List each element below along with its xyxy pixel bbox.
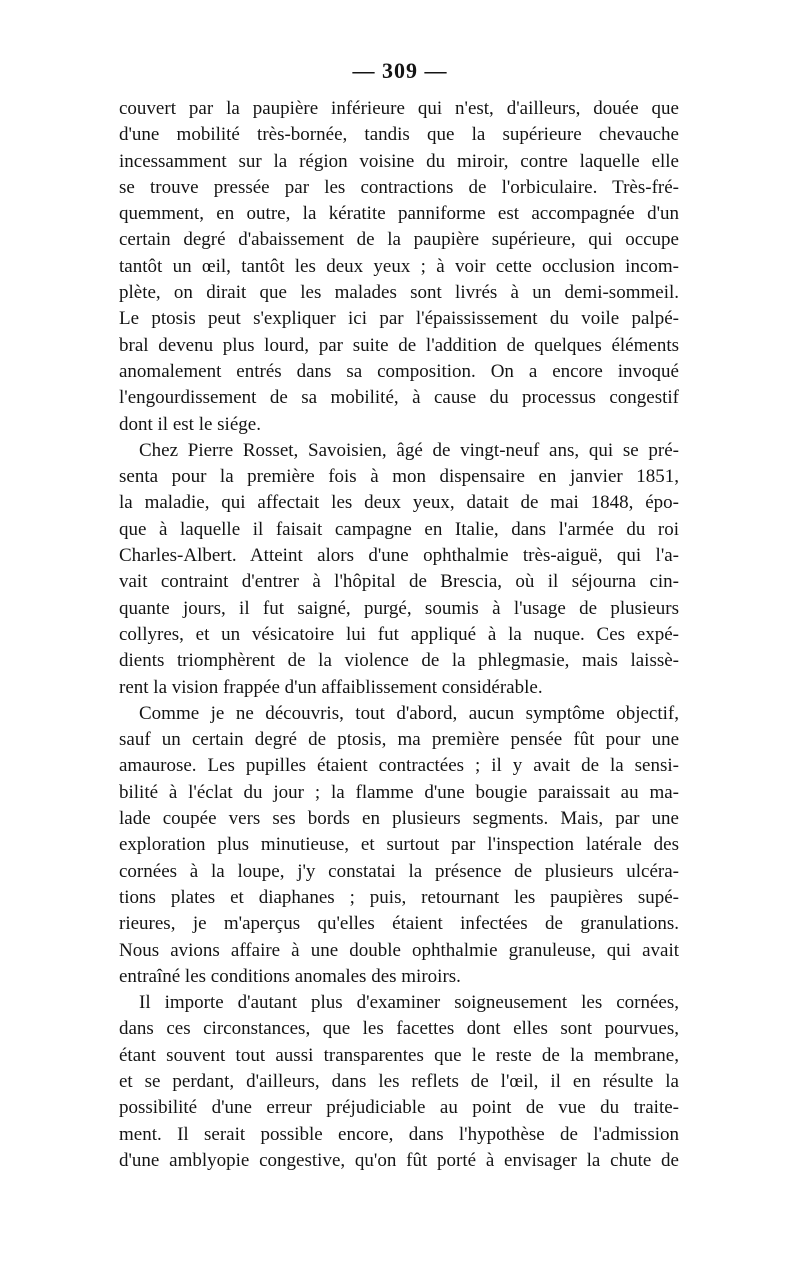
text-line: senta pour la première fois à mon dispensaire en janvier 1851, [119,466,679,488]
text-line: entraîné les conditions anomales des miroirs. [119,965,461,987]
text-line: plète, on dirait que les malades sont livrés à un demi-sommeil. [119,282,679,304]
paragraph [119,701,679,990]
text-line: ment. Il serait possible encore, dans l'hypothèse de l'admission [119,1123,679,1145]
text-line: dans ces circonstances, que les facettes dont elles sont pourvues, [119,1018,679,1040]
text-line: Comme je ne découvris, tout d'abord, aucun symptôme objectif, [139,702,679,724]
body-text [119,96,679,1174]
text-line: rieures, je m'aperçus qu'elles étaient infectées de granulations. [119,913,679,935]
text-line: bral devenu plus lourd, par suite de l'addition de quelques éléments [119,334,679,356]
text-line: Nous avions affaire à une double ophthalmie granuleuse, qui avait [119,939,679,961]
text-line: tions plates et diaphanes ; puis, retournant les paupières supé- [119,886,679,908]
text-line: et se perdant, d'ailleurs, dans les reflets de l'œil, il en résulte la [119,1070,679,1092]
text-line: cornées à la loupe, j'y constatai la présence de plusieurs ulcéra- [119,860,679,882]
text-line: tantôt un œil, tantôt les deux yeux ; à voir cette occlusion incom- [119,255,679,277]
text-line: sauf un certain degré de ptosis, ma première pensée fût pour une [119,729,679,751]
text-line: amaurose. Les pupilles étaient contractées ; il y avait de la sensi- [119,755,679,777]
text-line: d'une mobilité très-bornée, tandis que la supérieure chevauche [119,124,679,146]
text-line: la maladie, qui affectait les deux yeux, datait de mai 1848, épo- [119,492,679,514]
text-line: possibilité d'une erreur préjudiciable au point de vue du traite- [119,1097,679,1119]
text-line: l'engourdissement de sa mobilité, à cause du processus congestif [119,387,679,409]
paragraph [119,96,679,438]
text-line: d'une amblyopie congestive, qu'on fût porté à envisager la chute de [119,1149,679,1171]
text-line: que à laquelle il faisait campagne en Italie, dans l'armée du roi [119,518,679,540]
text-line: lade coupée vers ses bords en plusieurs segments. Mais, par une [119,808,679,830]
text-line: quemment, en outre, la kératite panniforme est accompagnée d'un [119,203,679,225]
text-line: dients triomphèrent de la violence de la phlegmasie, mais laissè- [119,650,679,672]
text-line: exploration plus minutieuse, et surtout par l'inspection latérale des [119,834,679,856]
text-line: se trouve pressée par les contractions de l'orbiculaire. Très-fré- [119,176,679,198]
text-line: dont il est le siége. [119,413,261,435]
text-line: collyres, et un vésicatoire lui fut appliqué à la nuque. Ces expé- [119,623,679,645]
text-line: anomalement entrés dans sa composition. On a encore invoqué [119,360,679,382]
text-line: certain degré d'abaissement de la paupière supérieure, qui occupe [119,229,679,251]
text-line: vait contraint d'entrer à l'hôpital de Brescia, où il séjourna cin- [119,571,679,593]
text-line: incessamment sur la région voisine du miroir, contre laquelle elle [119,150,679,172]
text-line: Le ptosis peut s'expliquer ici par l'épaississement du voile palpé- [119,308,679,330]
paragraph [119,438,679,701]
text-line: quante jours, il fut saigné, purgé, soumis à l'usage de plusieurs [119,597,679,619]
text-line: Il importe d'autant plus d'examiner soigneusement les cornées, [139,992,679,1014]
page-number: — 309 — [352,58,448,83]
text-line: bilité à l'éclat du jour ; la flamme d'une bougie paraissait au ma- [119,781,679,803]
text-line: Charles-Albert. Atteint alors d'une ophthalmie très-aiguë, qui l'a- [119,545,679,567]
text-line: Chez Pierre Rosset, Savoisien, âgé de vingt-neuf ans, qui se pré- [139,439,679,461]
text-line: couvert par la paupière inférieure qui n'est, d'ailleurs, douée que [119,98,679,119]
text-line: rent la vision frappée d'un affaiblissement considérable. [119,676,543,698]
paragraph [119,990,679,1174]
text-line: étant souvent tout aussi transparentes que le reste de la membrane, [119,1044,679,1066]
